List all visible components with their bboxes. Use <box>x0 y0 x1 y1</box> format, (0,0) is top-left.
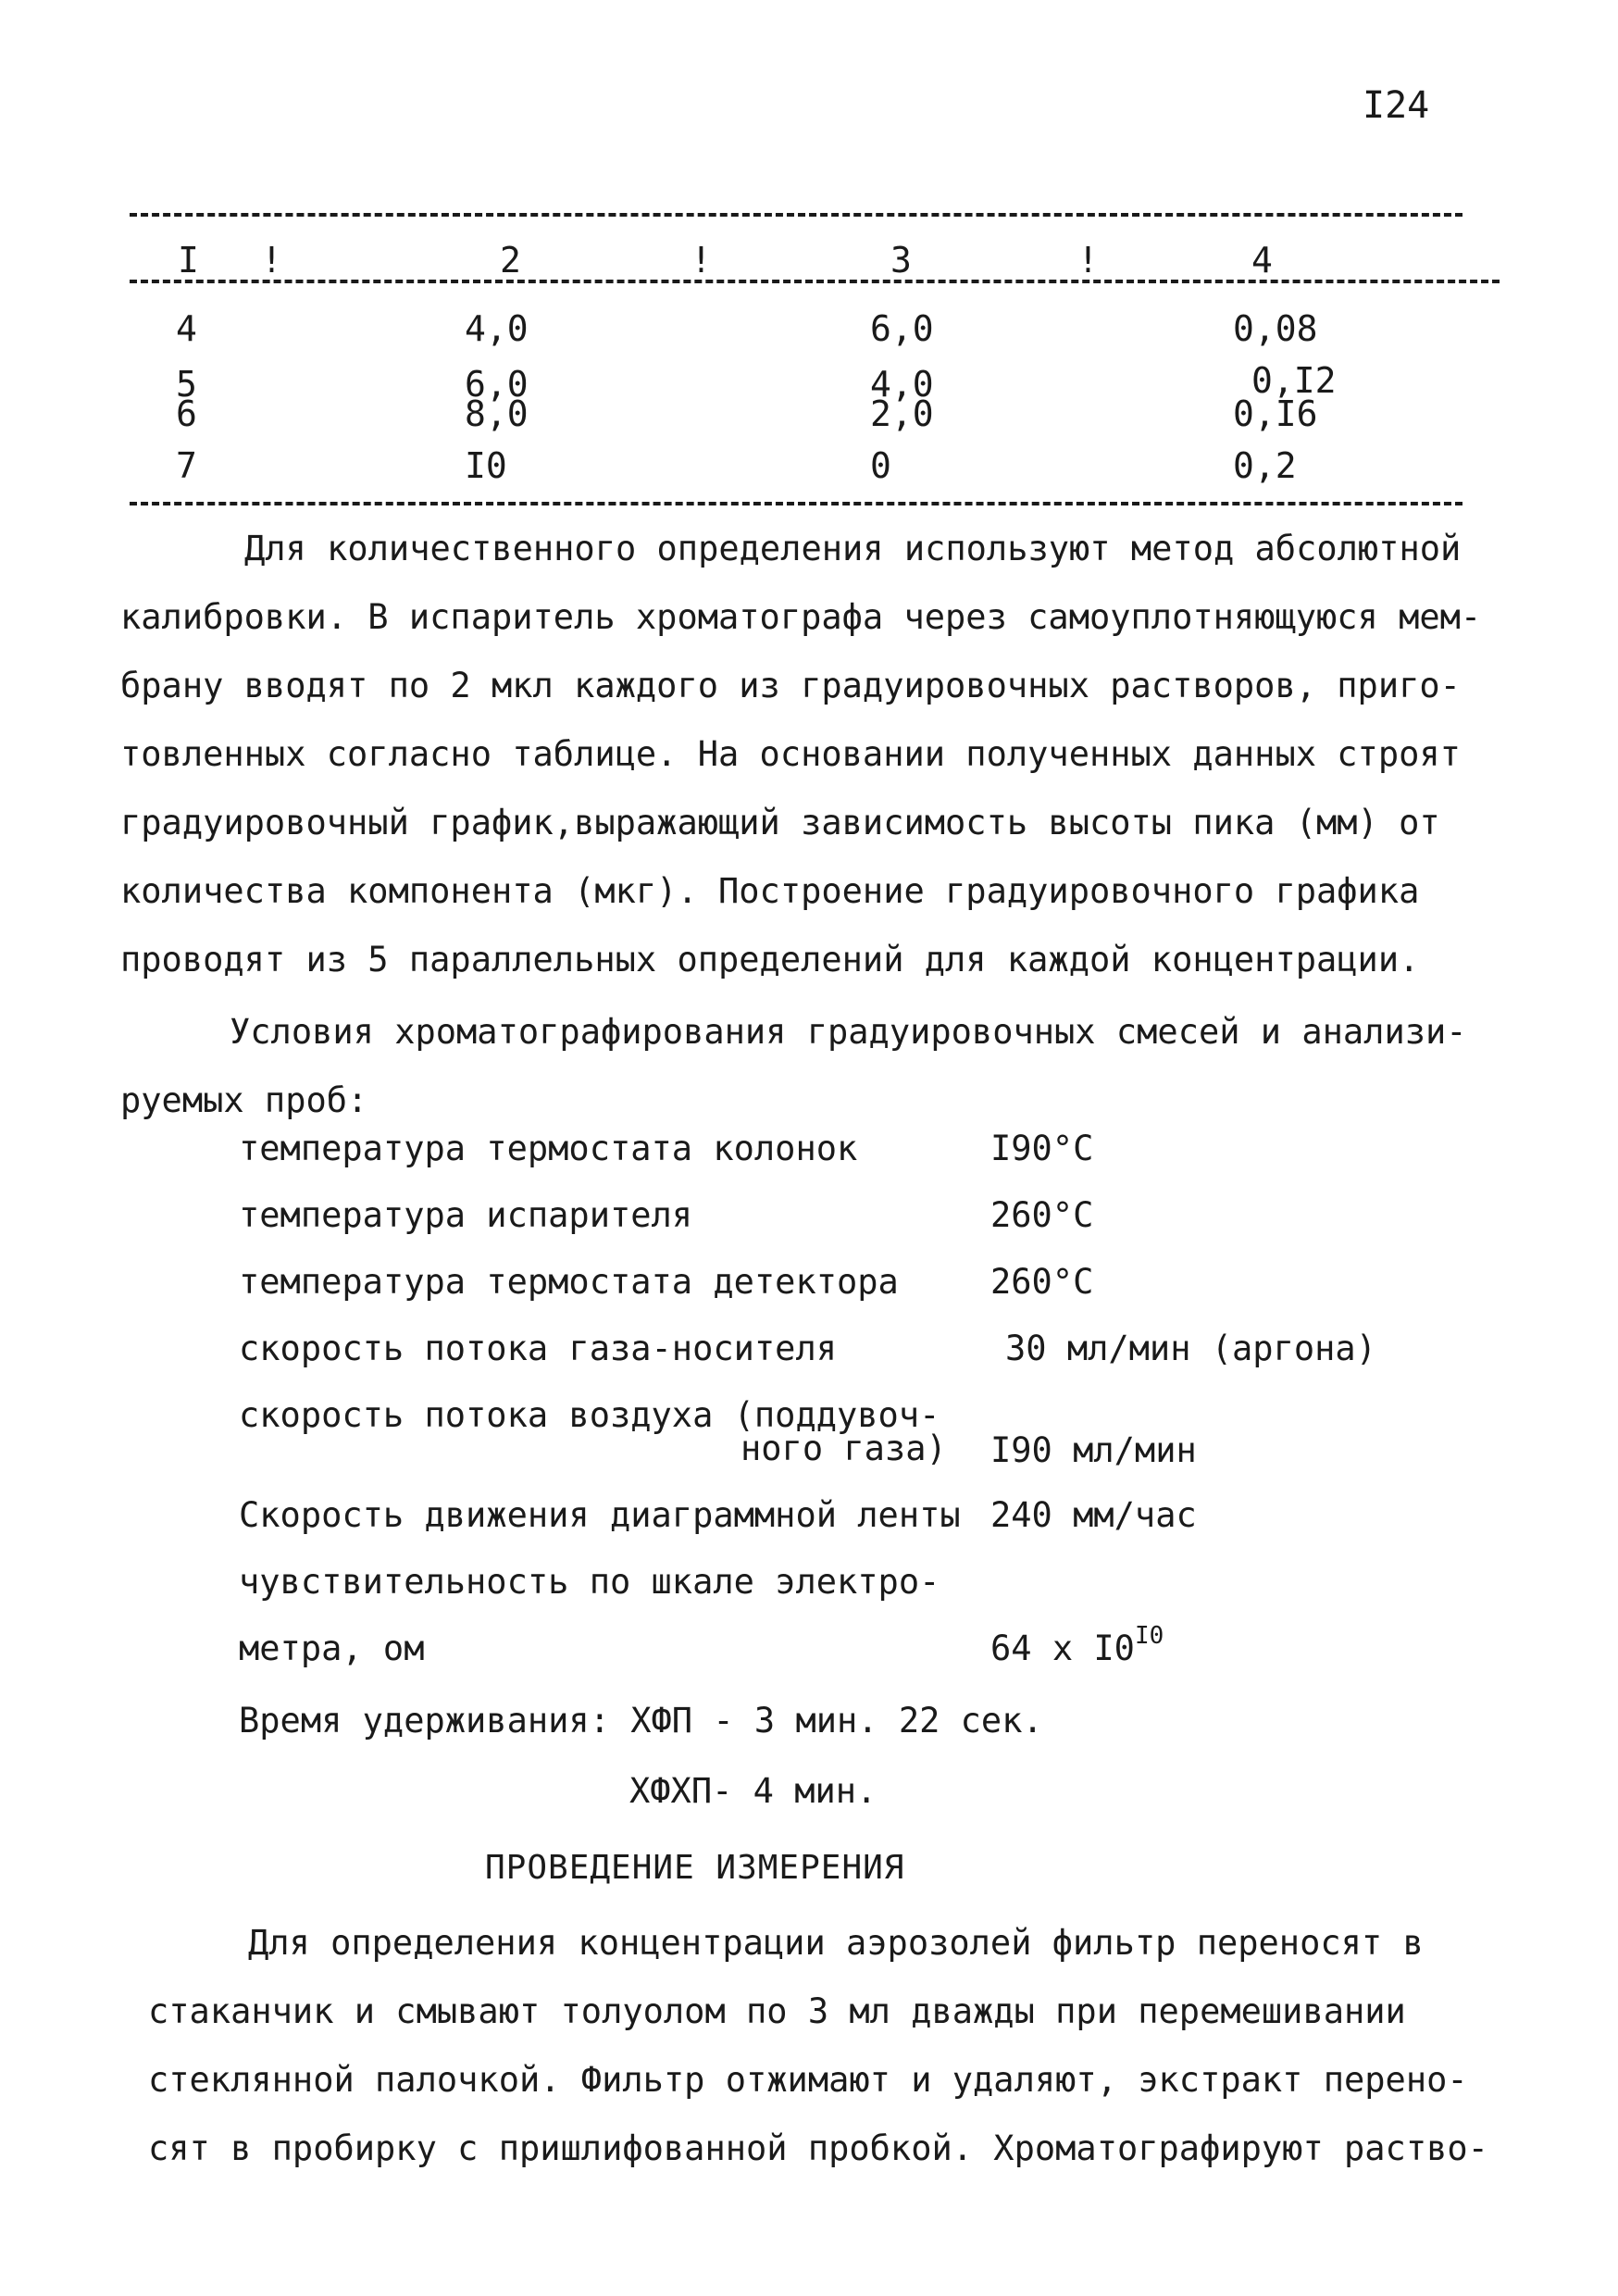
column-header-4: 4 <box>1251 240 1273 281</box>
condition-label: чувствительность по шкале электро- <box>239 1562 940 1602</box>
condition-label-continuation: ного газа) <box>741 1429 947 1468</box>
text-line: проводят из 5 параллельных определений для каждой концентрации. <box>120 940 1420 980</box>
table-cell: 4 <box>176 308 197 349</box>
text-line: стаканчик и смывают толуолом по 3 мл дважды при перемешивании <box>148 1991 1406 2031</box>
text-line: сят в пробирку с пришлифованной пробкой. Хроматографируют раство- <box>148 2128 1488 2168</box>
condition-label: температура испарителя <box>239 1195 693 1235</box>
page-number: I24 <box>1363 84 1430 127</box>
condition-value: 260°С <box>990 1262 1094 1302</box>
column-separator: ! <box>261 240 282 281</box>
table-cell: 6,0 <box>465 364 529 405</box>
text-line: товленных согласно таблице. На основании полученных данных строят <box>120 734 1461 774</box>
text-line: стеклянной палочкой. Фильтр отжимают и удаляют, экстракт перено- <box>148 2060 1468 2100</box>
retention-line: ХФХП- 4 мин. <box>629 1771 877 1811</box>
table-cell: 0,08 <box>1233 308 1318 349</box>
column-separator: ! <box>691 240 712 281</box>
retention-line: Время удерживания: ХФП - 3 мин. 22 сек. <box>239 1701 1043 1741</box>
condition-value: 260°С <box>990 1195 1094 1235</box>
paragraph-conditions-intro <box>120 998 1490 1135</box>
table-top-rule <box>130 213 1462 217</box>
condition-label: Скорость движения диаграммной ленты <box>239 1495 961 1535</box>
condition-value: 240 мм/час <box>990 1495 1197 1535</box>
condition-label: температура термостата колонок <box>239 1129 858 1168</box>
table-cell: 6,0 <box>870 308 934 349</box>
table-cell: 7 <box>176 445 197 486</box>
exponent: I0 <box>1134 1622 1164 1650</box>
section-title: ПРОВЕДЕНИЕ ИЗМЕРЕНИЯ <box>485 1849 905 1887</box>
table-cell: 0 <box>870 445 891 486</box>
table-bottom-rule <box>130 502 1462 505</box>
table-cell: 2,0 <box>870 393 934 434</box>
text-line: руемых проб: <box>120 1080 368 1120</box>
column-header-2: 2 <box>500 240 521 281</box>
condition-label: скорость потока воздуха (поддувоч- <box>239 1395 940 1435</box>
condition-value: I90°С <box>990 1129 1094 1168</box>
text-line: градуировочный график,выражающий зависимость высоты пика (мм) от <box>120 803 1440 842</box>
table-cell: 8,0 <box>465 393 529 434</box>
paragraph-measurement <box>120 1909 1490 2183</box>
text-line: Для определения концентрации аэрозолей фильтр переносят в <box>248 1923 1424 1963</box>
text-line: брану вводят по 2 мкл каждого из градуировочных растворов, приго- <box>120 666 1461 705</box>
condition-value: 64 x $I0^{I0}$ <box>990 1622 1164 1668</box>
text-line: калибровки. В испаритель хроматографа через самоуплотняющуюся мем- <box>120 597 1482 637</box>
table-cell: I0 <box>465 445 507 486</box>
column-separator: ! <box>1077 240 1099 281</box>
table-cell: 4,0 <box>465 308 529 349</box>
condition-value: 30 мл/мин (аргона) <box>1005 1329 1376 1368</box>
table-cell: 0,2 <box>1233 445 1297 486</box>
condition-value: I90 мл/мин <box>990 1430 1197 1470</box>
table-cell: 0,I6 <box>1233 393 1318 434</box>
table-cell: 6 <box>176 393 197 434</box>
condition-label-continuation: метра, ом <box>239 1628 425 1668</box>
condition-label: скорость потока газа-носителя <box>239 1329 838 1368</box>
column-header-3: 3 <box>890 240 912 281</box>
paragraph-calibration <box>120 515 1490 994</box>
table-header-rule <box>130 280 1500 283</box>
text-line: Для количественного определения используют метод абсолютной <box>244 529 1462 568</box>
text-line: Условия хроматографирования градуировочных смесей и анализи- <box>230 1012 1467 1052</box>
table-cell: 4,0 <box>870 364 934 405</box>
text-line: количества компонента (мкг). Построение градуировочного графика <box>120 871 1420 911</box>
table-cell: 0,I2 <box>1251 360 1337 401</box>
column-header-1: I <box>178 240 199 281</box>
table-cell: 5 <box>176 364 197 405</box>
condition-label: температура термостата детектора <box>239 1262 899 1302</box>
